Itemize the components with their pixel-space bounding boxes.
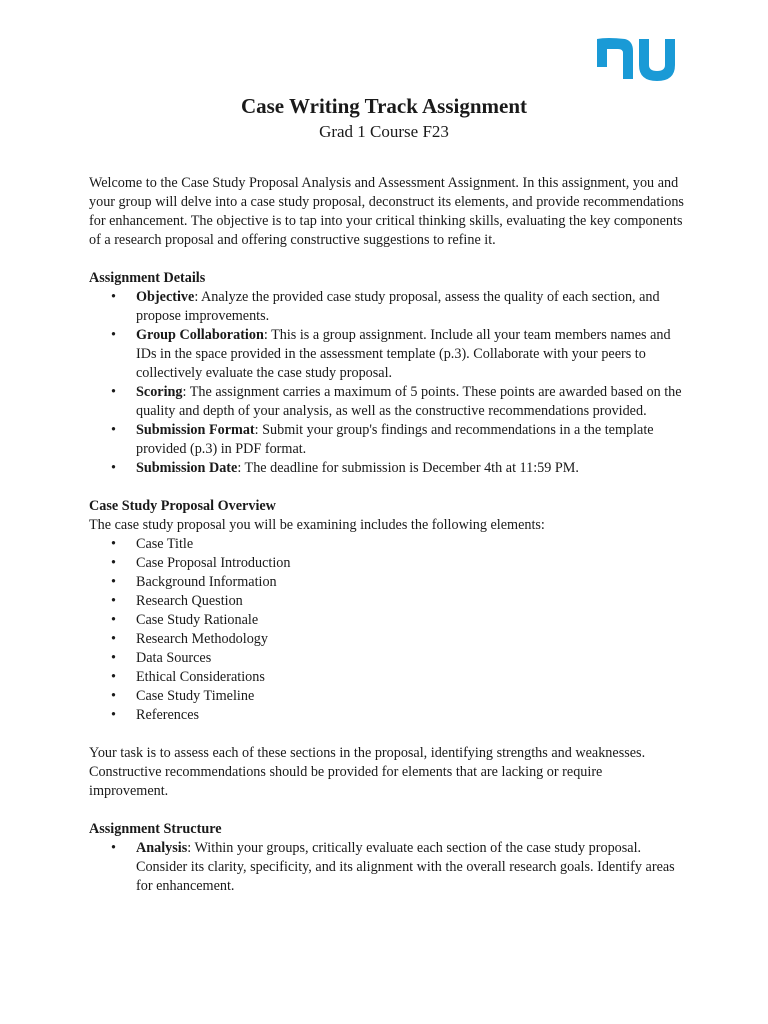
item-label: Analysis [136, 840, 188, 856]
overview-heading: Case Study Proposal Overview [89, 498, 276, 514]
item-text: : Submit your group's findings and recommendations in a the template provided (p.3) in PDF format. [136, 422, 654, 457]
nu-logo [587, 27, 682, 87]
list-item [89, 383, 685, 421]
item-text: : This is a group assignment. Include all your team members names and IDs in the space provided in the assessment template (p.3). Collaborate with your peers to collectively evaluate the case study proposal. [136, 327, 671, 381]
list-item [89, 421, 685, 459]
list-item [89, 459, 685, 478]
task-paragraph: Your task is to assess each of these sections in the proposal, identifying strengths and weaknesses. Constructive recommendations should be provided for elements that are lacking or require improvement. [89, 745, 646, 799]
item-label: Scoring [136, 384, 183, 400]
item-label: Group Collaboration [136, 327, 264, 343]
list-item: • Case Study Rationale [89, 611, 685, 630]
document-body [89, 174, 685, 896]
item-label: Submission Date [136, 460, 238, 476]
list-item: • References [89, 706, 685, 725]
item-label: Submission Format [136, 422, 255, 438]
item-text: : The assignment carries a maximum of 5 points. These points are awarded based on the quality and depth of your analysis, as well as the constructive recommendations provided. [136, 384, 682, 419]
item-label: Objective [136, 289, 195, 305]
list-item: • Research Question [89, 592, 685, 611]
list-item: • Background Information [89, 573, 685, 592]
list-item [89, 839, 685, 896]
list-item [89, 288, 685, 326]
list-item: • Ethical Considerations [89, 668, 685, 687]
list-item [89, 326, 685, 383]
document-subtitle: Grad 1 Course F23 [319, 122, 449, 141]
assignment-details-heading: Assignment Details [89, 270, 206, 286]
item-text: : Within your groups, critically evaluate each section of the case study proposal. Consider its clarity, specificity, and its alignment with the overall research goals. Identify areas for enhancement. [136, 840, 675, 894]
overview-list [89, 535, 685, 725]
intro-paragraph: Welcome to the Case Study Proposal Analysis and Assessment Assignment. In this assignment, you and your group will delve into a case study proposal, deconstruct its elements, and provide recommendations for enhancement. The objective is to tap into your critical thinking skills, evaluating the key components of a research proposal and offering constructive suggestions to refine it. [89, 175, 684, 248]
assignment-structure-heading: Assignment Structure [89, 821, 222, 837]
document-title: Case Writing Track Assignment [240, 94, 528, 118]
title-block [0, 92, 768, 144]
list-item: • Case Title [89, 535, 685, 554]
list-item: • Case Study Timeline [89, 687, 685, 706]
overview-lead: The case study proposal you will be examining includes the following elements: [89, 517, 545, 533]
list-item: • Data Sources [89, 649, 685, 668]
list-item: • Research Methodology [89, 630, 685, 649]
item-text: : The deadline for submission is December 4th at 11:59 PM. [237, 460, 579, 476]
item-text: : Analyze the provided case study proposal, assess the quality of each section, and propose improvements. [136, 289, 660, 324]
assignment-structure-list [89, 839, 685, 896]
spacer [89, 478, 685, 497]
assignment-details-list [89, 288, 685, 478]
spacer [89, 725, 685, 744]
list-item: • Case Proposal Introduction [89, 554, 685, 573]
